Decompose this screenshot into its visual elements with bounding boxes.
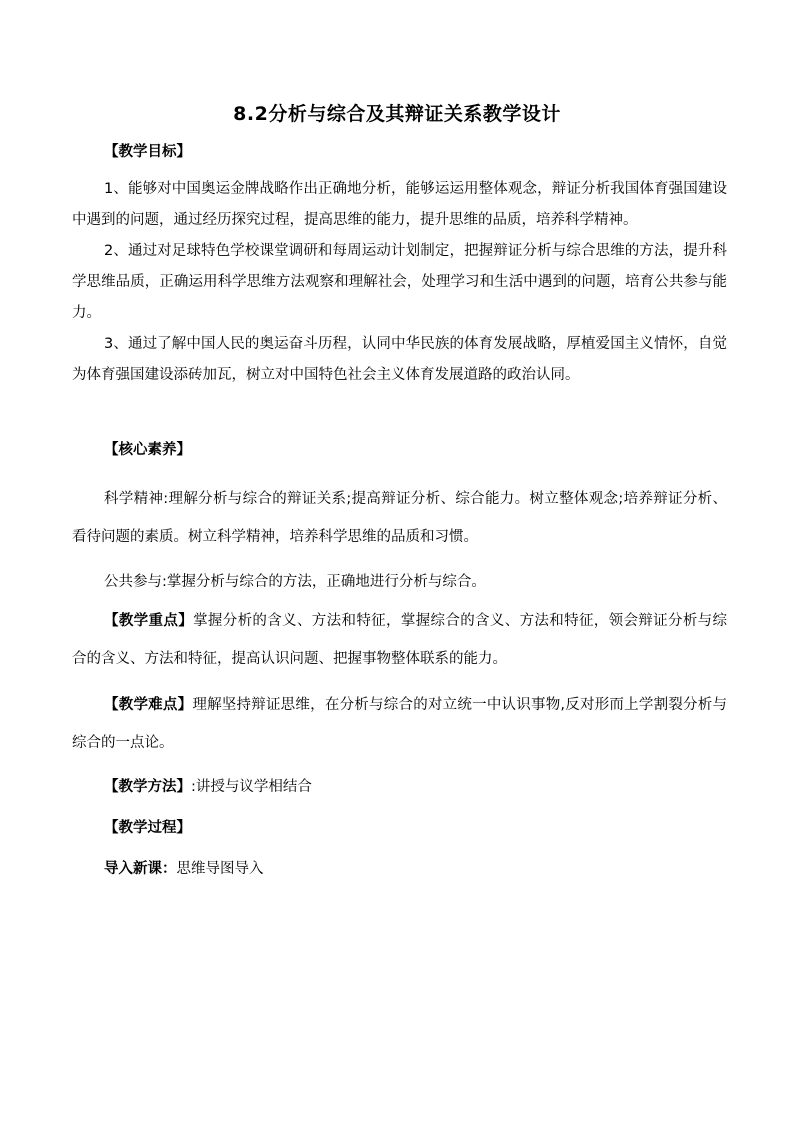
objectives-list — [72, 174, 727, 391]
literacy-science-text: 科学精神:理解分析与综合的辩证关系;提高辩证分析、综合能力。树立整体观念;培养辩证分析、看待问题的素质。树立科学精神，培养科学思维的品质和习惯。 — [72, 491, 727, 545]
intro-text: 思维导图导入 — [176, 861, 264, 877]
objectives-heading: 【教学目标】 — [104, 144, 191, 160]
methods — [104, 776, 312, 798]
intro — [104, 858, 264, 880]
key-points-label: 【教学重点】 — [104, 613, 194, 629]
literacy-public — [72, 563, 727, 601]
difficulties-text: 理解坚持辩证思维，在分析与综合的对立统一中认识事物,反对形而上学割裂分析与综合的一点论。 — [72, 697, 727, 751]
literacy-heading: 【核心素养】 — [104, 442, 191, 458]
key-points — [72, 602, 727, 678]
document-title: 8.2分析与综合及其辩证关系教学设计 — [233, 103, 561, 125]
intro-label: 导入新课： — [104, 861, 177, 877]
difficulties-label: 【教学难点】 — [104, 697, 193, 713]
process-heading: 【教学过程】 — [104, 820, 191, 836]
objective-item-1: 1、能够对中国奥运金牌战略作出正确地分析，能够运运用整体观念，辩证分析我国体育强国建设中遇到的问题，通过经历探究过程，提高思维的能力，提升思维的品质，培养科学精神。 — [72, 181, 727, 228]
literacy-public-text: 公共参与:掌握分析与综合的方法，正确地进行分析与综合。 — [104, 574, 486, 590]
methods-text: :讲授与议学相结合 — [191, 779, 312, 795]
objective-item-2: 2、通过对足球特色学校课堂调研和每周运动计划制定，把握辩证分析与综合思维的方法，提升科学思维品质，正确运用科学思维方法观察和理解社会，处理学习和生活中遇到的问题，培育公共参与能力。 — [72, 243, 727, 321]
methods-label: 【教学方法】 — [104, 779, 191, 795]
difficulties — [72, 686, 727, 762]
literacy-science — [72, 480, 727, 556]
key-points-text: 掌握分析的含义、方法和特征，掌握综合的含义、方法和特征，领会辩证分析与综合的含义、方法和特征，提高认识问题、把握事物整体联系的能力。 — [72, 613, 728, 667]
objective-item-3: 3、通过了解中国人民的奥运奋斗历程，认同中华民族的体育发展战略，厚植爱国主义情怀，自觉为体育强国建设添砖加瓦，树立对中国特色社会主义体育发展道路的政治认同。 — [72, 336, 727, 383]
